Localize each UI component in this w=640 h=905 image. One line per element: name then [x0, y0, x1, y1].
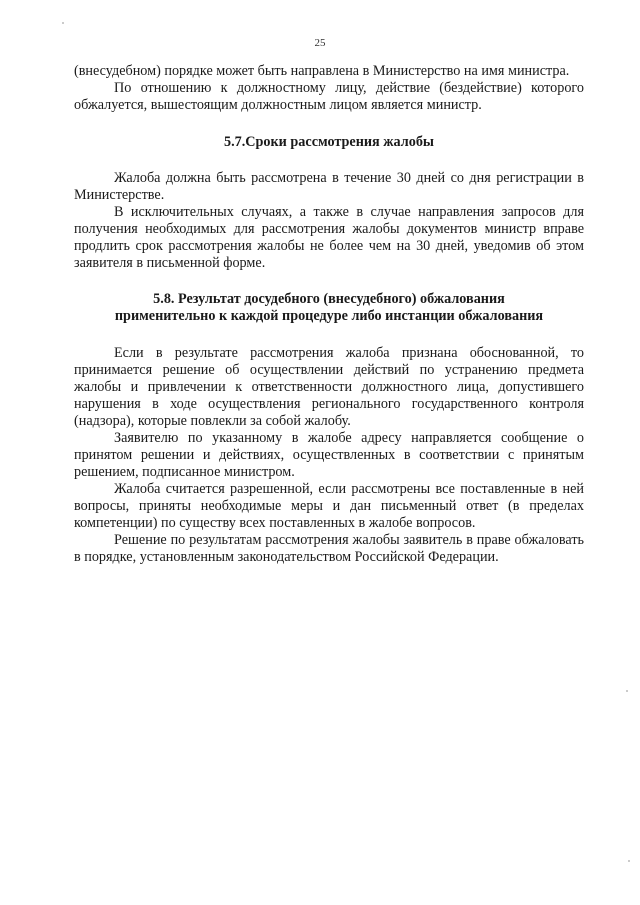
paragraph: Жалоба считается разрешенной, если рассмотрены все поставленные в ней вопросы, приняты необходимые меры и дан письменный ответ (в пределах компетенции) по существу всех поставленных в жалобе вопросов.: [74, 481, 584, 531]
section-heading-5-8: [74, 291, 584, 325]
scan-speck: [628, 860, 630, 862]
scan-speck: [626, 690, 628, 692]
paragraph: Если в результате рассмотрения жалоба признана обоснованной, то принимается решение об осуществлении действий по устранению предмета жалобы и привлечении к ответственности должностного лица, допустившего нарушения в ходе осуществления регионального государственного контроля (надзора), которые повлекли за собой жалобу.: [74, 345, 584, 429]
document-body: [74, 63, 584, 566]
section-heading-line: применительно к каждой процедуре либо инстанции обжалования: [114, 308, 544, 324]
page-number: 25: [314, 37, 326, 49]
scan-speck: [62, 22, 64, 24]
paragraph: Заявителю по указанному в жалобе адресу направляется сообщение о принятом решении и действиях, осуществленных в соответствии с принятым решением, подписанное министром.: [74, 430, 584, 480]
paragraph: (внесудебном) порядке может быть направлена в Министерство на имя министра.: [74, 63, 570, 79]
section-heading-5-7: 5.7.Сроки рассмотрения жалобы: [224, 134, 434, 150]
paragraph: В исключительных случаях, а также в случае направления запросов для получения необходимых для рассмотрения жалобы документов министр вправе продлить срок рассмотрения жалобы не более чем на 30 дней, уведомив об этом заявителя в письменной форме.: [74, 204, 584, 271]
paragraph: По отношению к должностному лицу, действие (бездействие) которого обжалуется, вышестоящим должностным лицом является министр.: [74, 80, 584, 113]
section-heading-line: 5.8. Результат досудебного (внесудебного) обжалования: [153, 291, 505, 307]
paragraph: Жалоба должна быть рассмотрена в течение 30 дней со дня регистрации в Министерстве.: [74, 170, 584, 203]
paragraph: Решение по результатам рассмотрения жалобы заявитель в праве обжаловать в порядке, установленным законодательством Российской Федерации.: [74, 532, 584, 565]
